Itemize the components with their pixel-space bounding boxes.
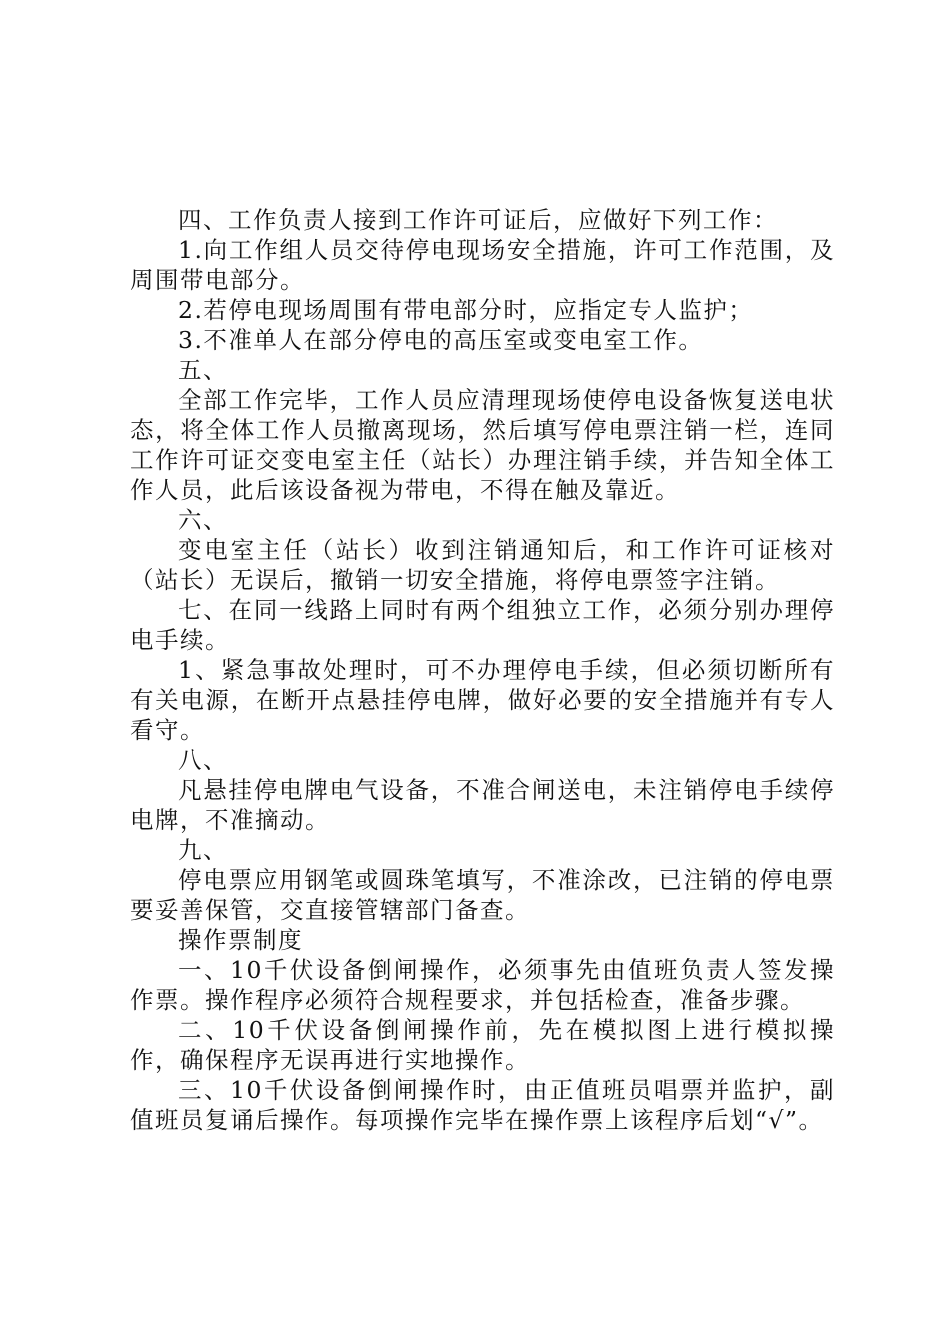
paragraph-work-completion: 全部工作完毕，工作人员应清理现场使停电设备恢复送电状态，将全体工作人员撤离现场，然后填写停电票注销一栏，连同工作许可证交变电室主任（站长）办理注销手续，并告知全体工作人员，此后该设备视为带电，不得在触及靠近。 <box>130 386 835 504</box>
paragraph-outage-sign-rule: 凡悬挂停电牌电气设备，不准合闸送电，未注销停电手续停电牌，不准摘动。 <box>130 776 835 834</box>
section-heading-9: 九、 <box>178 836 228 864</box>
section-heading-6: 六、 <box>178 506 228 534</box>
section-heading-8: 八、 <box>178 746 228 774</box>
paragraph-work-leader-duties: 四、工作负责人接到工作许可证后，应做好下列工作： <box>178 206 778 234</box>
paragraph-emergency-handling: 1、紧急事故处理时，可不办理停电手续，但必须切断所有有关电源，在断开点悬挂停电牌，做好必要的安全措施并有专人看守。 <box>130 656 835 744</box>
document-page <box>130 205 835 1135</box>
paragraph-same-line-groups: 七、在同一线路上同时有两个组独立工作，必须分别办理停电手续。 <box>130 596 835 654</box>
paragraph-item-2-supervision: 2.若停电现场周围有带电部分时，应指定专人监护； <box>178 296 754 324</box>
paragraph-operation-rule-2: 二、10千伏设备倒闸操作前，先在模拟图上进行模拟操作，确保程序无误再进行实地操作。 <box>130 1016 835 1074</box>
paragraph-item-3-no-solo-work: 3.不准单人在部分停电的高压室或变电室工作。 <box>178 326 704 354</box>
paragraph-operation-rule-3: 三、10千伏设备倒闸操作时，由正值班员唱票并监护，副值班员复诵后操作。每项操作完毕在操作票上该程序后划“√”。 <box>130 1076 835 1134</box>
paragraph-item-1-safety-briefing: 1.向工作组人员交待停电现场安全措施，许可工作范围，及周围带电部分。 <box>130 236 835 294</box>
paragraph-ticket-filling: 停电票应用钢笔或圆珠笔填写，不准涂改，已注销的停电票要妥善保管，交直接管辖部门备查。 <box>130 866 835 924</box>
paragraph-operation-rule-1: 一、10千伏设备倒闸操作，必须事先由值班负责人签发操作票。操作程序必须符合规程要求，并包括检查，准备步骤。 <box>130 956 835 1014</box>
paragraph-cancellation-check: 变电室主任（站长）收到注销通知后，和工作许可证核对（站长）无误后，撤销一切安全措施，将停电票签字注销。 <box>130 536 835 594</box>
section-heading-5: 五、 <box>178 356 228 384</box>
section-title-operation-ticket: 操作票制度 <box>178 926 303 954</box>
